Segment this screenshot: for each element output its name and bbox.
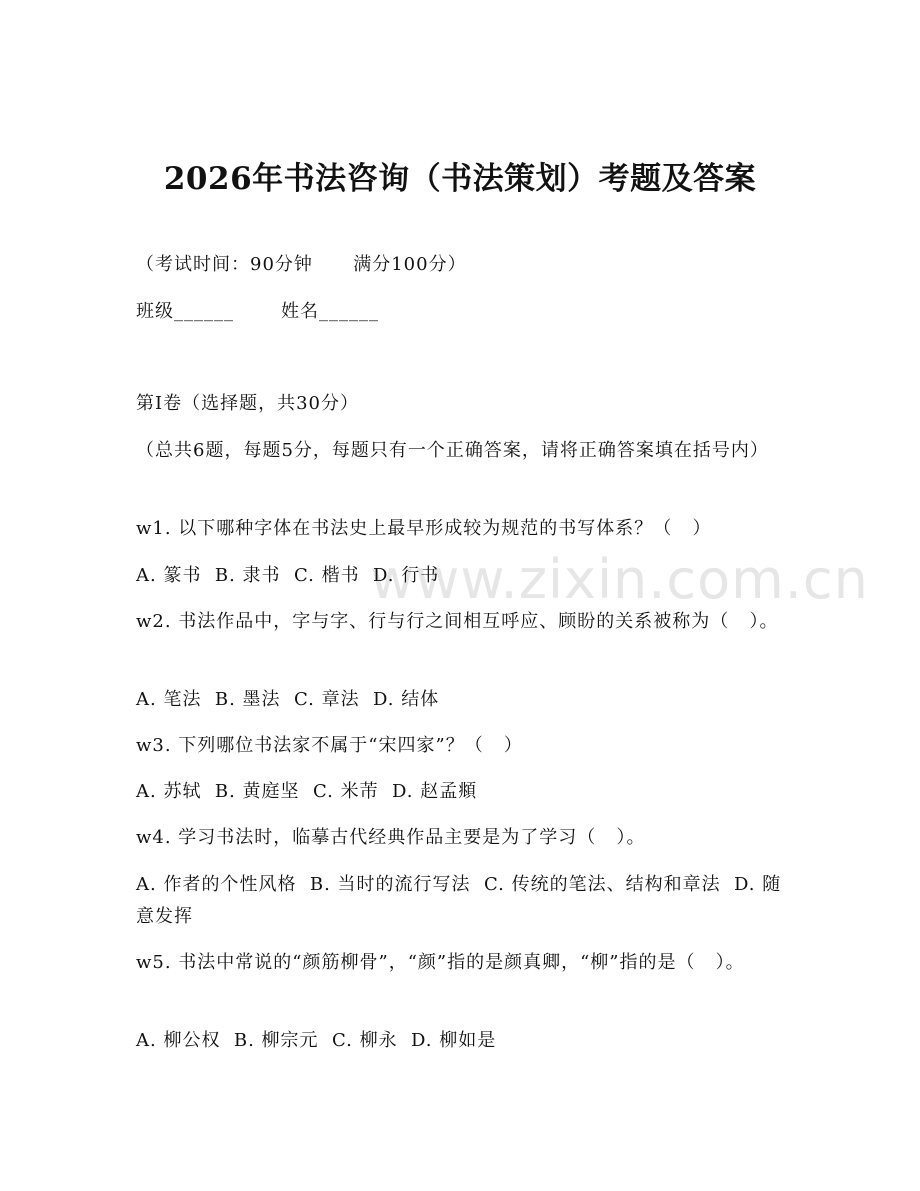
watermark: www.zixin.com.cn — [370, 548, 869, 611]
question-stem: w3. 下列哪位书法家不属于“宋四家”？（ ） — [136, 735, 523, 756]
question-options: A. 篆书 B. 隶书 C. 楷书 D. 行书 — [136, 565, 440, 586]
section-header: 第I卷（选择题，共30分） — [136, 393, 360, 414]
question-stem: w1. 以下哪种字体在书法史上最早形成较为规范的书写体系？（ ） — [136, 518, 712, 539]
question-stem: w5. 书法中常说的“颜筋柳骨”，“颜”指的是颜真卿，“柳”指的是（ ）。 — [136, 952, 745, 973]
question-options: A. 柳公权 B. 柳宗元 C. 柳永 D. 柳如是 — [136, 1030, 497, 1051]
question-options: A. 苏轼 B. 黄庭坚 C. 米芾 D. 赵孟頫 — [136, 781, 478, 802]
class-name-line: 班级______ 姓名______ — [136, 301, 380, 322]
instructions: （总共6题，每题5分，每题只有一个正确答案，请将正确答案填在括号内） — [136, 440, 769, 461]
exam-info: （考试时间：90分钟 满分100分） — [136, 254, 467, 275]
question-options: A. 作者的个性风格 B. 当时的流行写法 C. 传统的笔法、结构和章法 D. 随意发挥 — [136, 874, 782, 927]
question-stem: w2. 书法作品中，字与字、行与行之间相互呼应、顾盼的关系被称为（ ）。 — [136, 611, 779, 632]
page-title: 2026年书法咨询（书法策划）考题及答案 — [163, 161, 757, 197]
question-stem: w4. 学习书法时，临摹古代经典作品主要是为了学习（ ）。 — [136, 827, 646, 848]
question-options: A. 笔法 B. 墨法 C. 章法 D. 结体 — [136, 689, 440, 710]
